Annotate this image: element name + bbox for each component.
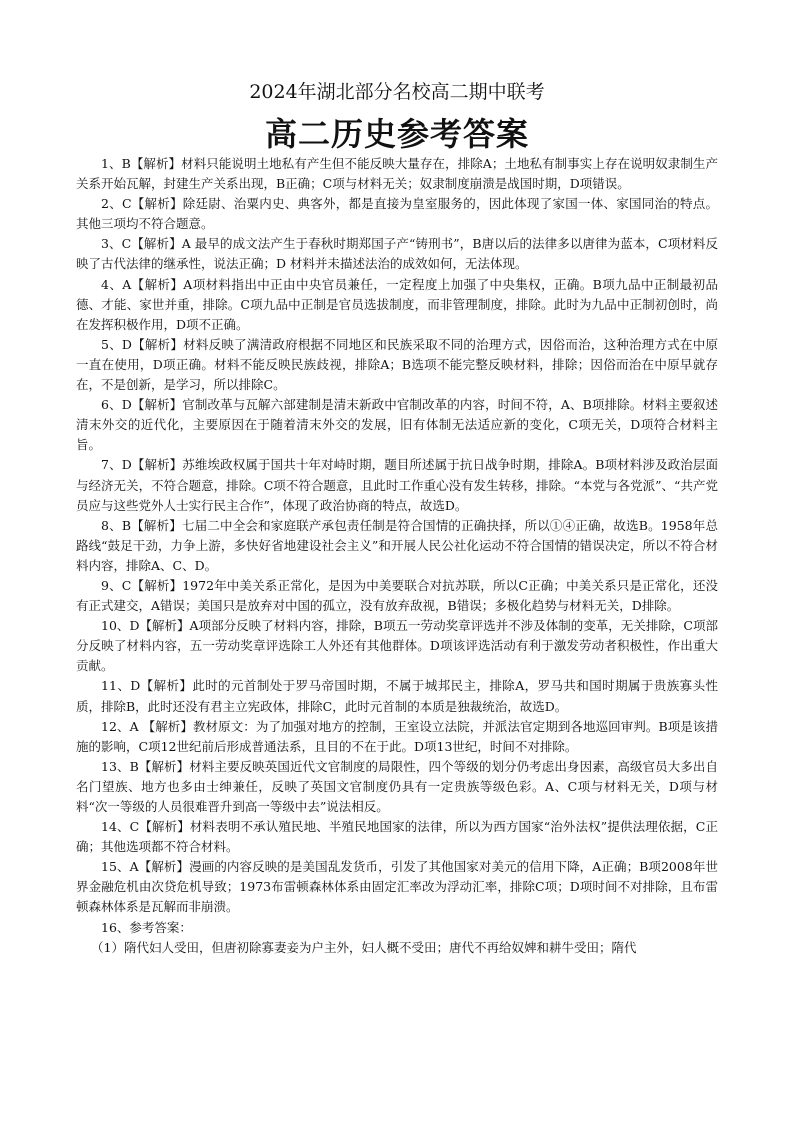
answer-item-15: 15、A【解析】漫画的内容反映的是美国乱发货币，引发了其他国家对美元的信用下降，A正确；B项2008年世界金融危机由次贷危机导致；1973布雷顿森林体系由固定汇率改为浮动汇率，排除C项；D项时间不对排除，且布雷顿森林体系是瓦解而非崩溃。 — [76, 859, 718, 915]
answer-item-3: 3、C【解析】A 最早的成文法产生于春秋时期郑国子产“铸刑书”，B唐以后的法律多以唐律为蓝本，C项材料反映了古代法律的继承性，说法正确；D 材料并未描述法治的成效如何，无法体现。 — [76, 236, 718, 272]
answer-item-12: 12、A 【解析】教材原文：为了加强对地方的控制，王室设立法院，并派法官定期到各地巡回审判。B项是该措施的影响，C项12世纪前后形成普通法系，且目的不在于此。D项13世纪，时间不对排除。 — [76, 718, 718, 754]
answer-item-1: 1、B【解析】材料只能说明土地私有产生但不能反映大量存在，排除A；土地私有制事实上存在说明奴隶制生产关系开始瓦解，封建生产关系出现，B正确；C项与材料无关；奴隶制度崩溃是战国时期，D项错误。 — [76, 156, 718, 192]
answer-item-4: 4、A【解析】A项材料指出中正由中央官员兼任，一定程度上加强了中央集权，正确。B项九品中正制最初品德、才能、家世并重，排除。C项九品中正制是官员选拔制度，而非管理制度，排除。此时为九品中正制初创时，尚在发挥积极作用，D项不正确。 — [76, 276, 718, 332]
answer-item-5: 5、D【解析】材料反映了满清政府根据不同地区和民族采取不同的治理方式，因俗而治，这种治理方式在中原一直在使用，D项正确。材料不能反映民族歧视，排除A；B选项不能完整反映材料，排除；因俗而治在中原早就存在，不是创新，是学习，所以排除C。 — [76, 336, 718, 393]
header — [0, 80, 794, 154]
answer-item-7: 7、D【解析】苏维埃政权属于国共十年对峙时期，题目所述属于抗日战争时期，排除A。B项材料涉及政治层面与经济无关，不符合题意，排除。C项不符合题意，且此时工作重心没有发生转移，排除。“本党与各党派”、“共产党员应与这些党外人士实行民主合作”，体现了政治协商的特点，故选D。 — [76, 457, 718, 513]
answer-item-14: 14、C【解析】材料表明不承认殖民地、半殖民地国家的法律，所以为西方国家“治外法权”提供法理依据，C正确；其他选项都不符合材料。 — [76, 819, 718, 855]
answer-item-8: 8、B【解析】七届二中全会和家庭联产承包责任制是符合国情的正确抉择，所以①④正确，故选B。1958年总路线“鼓足干劲，力争上游，多快好省地建设社会主义”和开展人民公社化运动不符合国情的错误决定，所以不符合材料内容，排除A、C、D。 — [76, 517, 718, 573]
answer-item-6: 6、D【解析】官制改革与瓦解六部建制是清末新政中官制改革的内容，时间不符，A、B项排除。材料主要叙述清末外交的近代化，主要原因在于随着清末外交的发展，旧有体制无法适应新的变化，C项无关，D项符合材料主旨。 — [76, 397, 718, 453]
answers-body — [76, 154, 718, 958]
answer-item-11: 11、D【解析】此时的元首制处于罗马帝国时期，不属于城邦民主，排除A，罗马共和国时期属于贵族寡头性质，排除B，此时还没有君主立宪政体，排除C，此时元首制的本质是独裁统治，故选D。 — [76, 678, 718, 714]
answer-item-9: 9、C【解析】1972年中美关系正常化，是因为中美要联合对抗苏联，所以C正确；中美关系只是正常化，还没有正式建交，A错误；美国只是放弃对中国的孤立，没有放弃敌视，B错误；多极化趋势与材料无关，D排除。 — [76, 577, 718, 614]
answer-item-10: 10、D【解析】A项部分反映了材料内容，排除，B项五一劳动奖章评选并不涉及体制的变革，无关排除，C项部分反映了材料内容，五一劳动奖章评选除工人外还有其他群体。D项该评选活动有利于激发劳动者积极性，作出重大贡献。 — [76, 618, 718, 674]
answer-item-16: 16、参考答案： — [101, 919, 192, 935]
page-title: 高二历史参考答案 — [264, 115, 529, 153]
exam-subtitle: 2024年湖北部分名校高二期中联考 — [249, 81, 545, 103]
answer-item-16-part-1: （1）隋代妇人受田，但唐初除寡妻妾为户主外，妇人概不受田；唐代不再给奴婢和耕牛受田；隋代 — [91, 939, 637, 955]
answer-item-13: 13、B【解析】材料主要反映英国近代文官制度的局限性，四个等级的划分仍考虑出身因素，高级官员大多出自名门望族、地方也多由士绅兼任，反映了英国文官制度仍具有一定贵族等级色彩。A、C项与材料无关，D项与材料“次一等级的人员很难晋升到高一等级中去”说法相反。 — [76, 758, 718, 814]
answer-item-2: 2、C【解析】除廷尉、治粟内史、典客外，都是直接为皇室服务的，因此体现了家国一体、家国同治的特点。其他三项均不符合题意。 — [76, 196, 718, 232]
